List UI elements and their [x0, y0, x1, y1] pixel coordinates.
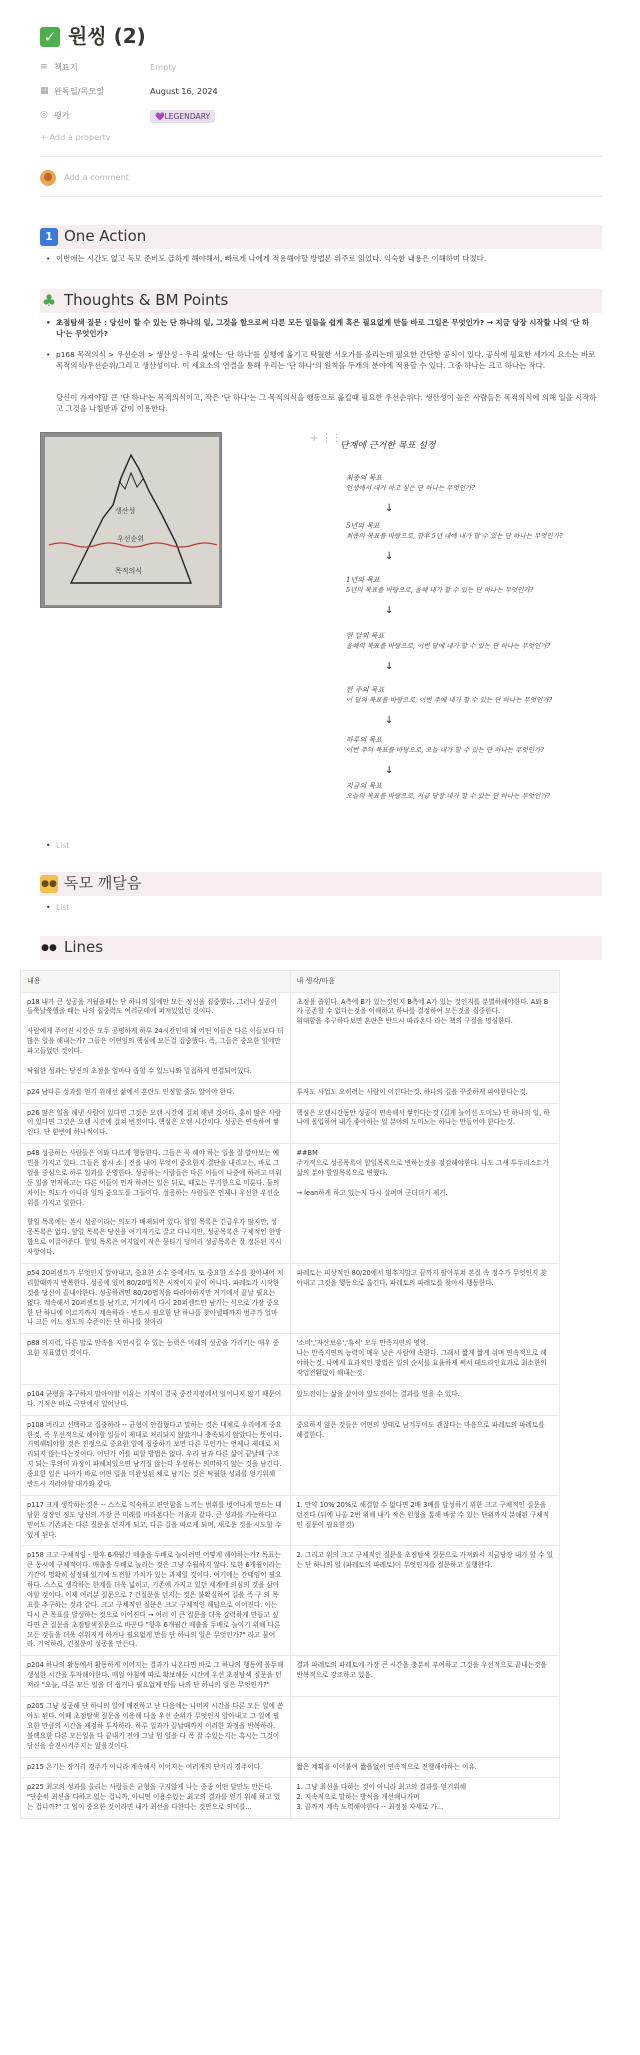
cell-line: 투자도 사업도 오히려는 사람이 이긴다는것. 하나의 길을 꾸준하게 파야한다는것. — [296, 1087, 528, 1096]
handwriting-step: 지금의 목표 오늘의 목표를 바탕으로, 지금 당장 내가 할 수 있는 단 하나는 무엇인가? — [346, 782, 551, 800]
table-row — [21, 1778, 560, 1819]
cell-thought[interactable] — [290, 1697, 560, 1757]
heading-text: One Action — [64, 227, 147, 246]
heading-lines — [40, 936, 602, 960]
add-comment-input[interactable]: Add a comment — [64, 172, 129, 183]
table-row — [21, 1495, 560, 1546]
mountain-label: 생산성 — [115, 507, 136, 515]
table-header: 내용 — [21, 971, 291, 993]
cell-content[interactable] — [21, 1778, 291, 1819]
add-property-button[interactable]: + Add a property — [40, 132, 111, 142]
iceberg-mountain-image — [40, 432, 222, 608]
cell-thought[interactable] — [290, 1495, 560, 1546]
cell-thought[interactable] — [290, 992, 560, 1082]
cell-content[interactable] — [21, 1103, 291, 1144]
check-mark-icon: ✓ — [40, 27, 60, 47]
cell-line: p88 의지력, 다른 말로 만족을 지연시킬 수 있는 능력은 미래의 성공을 가리키는 매우 중요한 지표였던 것이다. — [27, 1339, 280, 1358]
table-row — [21, 1546, 560, 1656]
cell-thought[interactable] — [290, 1263, 560, 1333]
property-row-rating[interactable] — [40, 106, 215, 126]
cell-line: 초점을 좁힌다. A측에 B가 있는것인지 B측에 A가 있는 것인지를 분별하해야한다. A와 B가 공존할 수 없다는것을 이해하고 하나를 결정하여 모든것을 집중한다. — [296, 997, 549, 1016]
people-icon: ●● — [40, 875, 58, 893]
table-row — [21, 1384, 560, 1415]
cell-line — [27, 1057, 284, 1067]
cell-line — [297, 1179, 554, 1189]
table-row — [21, 1656, 560, 1697]
cell-line: '소비','자산보유','휴식' 모두 만족지연의 영역. — [296, 1339, 429, 1348]
cell-content[interactable] — [21, 1415, 291, 1495]
cell-thought[interactable] — [290, 1144, 560, 1264]
arrow-down-icon: ↓ — [385, 551, 394, 562]
property-name: 완독일/목모일 — [54, 86, 105, 97]
cell-line: p158 크고 구체적임 - 향후 6개월간 매출을 두배로 늘이려면 어떻게 해야하는가? 목표는 큰 동시에 구체적이다. 매출을 두배로 늘리는 것은 그냥 수월하지 않다. 또한 6개월이라는 기간이 명확히 설정돼 있기에 도전할 가치가 있는 과제일 것이다. 여기에는 간태임이 필요하다. 스스로 생각하는 한계를 더욱 넓히고, 기존에 가지고 있던 세계에 의심의 것을 삼아야할 것이다. 이제 여러분 질문으로 ? 건질문을 던지는 것은 불확실하여 길을 즉 구 의 목표를 추구하는 것과 같다. 크고 구체적인 질문은 크고 구체적인 해답으로 이어진다. 이는 다시 큰 목표를 달성하는 것으로 이어진다 → 여러 이 큰 질문을 더욱 강력하게 만들고 싶다면 큰 질문을 초점탐색질문으로 바꾼다 "향후 6개월간 매출을 두배로 늘이기 위해 다른 모든 것들을 더욱 쉬워지게 하거나 필요없게 만들 단 하나의 일은 무엇인가?" 라고 물어라. 기억하라, 건질문이 성공을 만든다. — [27, 1551, 282, 1649]
cell-content[interactable] — [21, 992, 291, 1082]
cell-content[interactable] — [21, 1144, 291, 1264]
lines-table — [20, 970, 560, 1819]
cell-line: 파레토는 피상적인 80/20에서 멈추지말고 끝까지 팔아부쳐 본질 속 정수가 무엇인지 찾아내고 그것을 행동으로 옮긴다. 파레토의 파레토를 찾아서 행동한다. — [296, 1268, 547, 1287]
number-one-icon: 1 — [40, 228, 58, 246]
cell-content[interactable] — [21, 1384, 291, 1415]
cell-thought[interactable] — [290, 1082, 560, 1103]
table-row — [21, 1103, 560, 1144]
property-value[interactable]: August 16, 2024 — [150, 86, 218, 97]
cell-line: p26 많은 일을 해낸 사람이 있다면 그것은 오랜 시간에 걸쳐 해낸 것이다. 훗히 많은 사람이 있다면 그것은 오랜 시간에 걸쳐 번것이다. 핵심은 오랜 시간이다. 성공은 연속하여 쌓인다. 단 한번에 하나씩이다. — [27, 1108, 282, 1137]
heading-text: Thoughts & BM Points — [64, 291, 229, 310]
table-header: 내 생각/마음 — [290, 971, 560, 993]
cell-line: p117 크게 생각하는것은 -- 스스로 익숙하고 편안함을 느끼는 범위를 벗어나게 만드는 대담한 성장인 정도 당신의 가장 큰 미래를 바라본다는 거울과 같다. 큰 성과를 가능하다고 믿어도 기존과는 다른 질문을 던지게 되고, 다른 길을 따르게 되며, 새로운 것을 시도할 수 있게 된다. — [27, 1500, 282, 1539]
table-row — [21, 1415, 560, 1495]
heading-thoughts — [40, 289, 602, 313]
cell-line: 3. 끝까지 계속 노력해야한다 -- 최정점 자세로 가... — [296, 1803, 444, 1812]
table-row — [21, 1697, 560, 1757]
cell-line: 사람에게 주어진 시간은 모두 공평하게 하루 24시간인데 왜 어떤 이들은 다른 이들보다 더 많은 일을 해내는가? 그들은 어떤일의 핵심에 모든걸 집중했다. 즉, 그들은 중요한 일에만 파고들었던 것이다. — [27, 1027, 284, 1055]
cell-content[interactable] — [21, 1082, 291, 1103]
arrow-down-icon: ↓ — [385, 765, 394, 776]
cell-line: p54 20퍼센트가 무엇인지 알아내고, 중요한 소수 중에서도 또 중요한 소수를 찾아내어 처리할때까지 반복한다. 성공에 있어 80/20법칙은 시작이지 끝이 아니다. 파레토가 시작한 것을 당신이 끝내야한다. 성공하려면 80/20법칙을 따라야하지만 거기에서 끝날 필요는 없다. 계속해서 20퍼센트를 남기고, 거기에서 다시 20퍼센트만 남기는 식으로 가장 중요한 단 하나에 이르기까지 계속하라 - 반드시 필요한 단 하나를 찾아낼때까지 범주가 얼마나 크든 어느 정도의 수준이든 단 하나를 찾아라 — [27, 1268, 284, 1327]
table-row — [21, 992, 560, 1082]
cell-line — [27, 1017, 284, 1027]
mountain-label: 우선순위 — [117, 535, 145, 543]
cell-line: p215 온기는 장거리 경주가 아니라 계속해서 이어지는 여러개의 단거리 경주이다. — [27, 1762, 263, 1771]
cell-line: 1. 그냥 최선을 다하는 것이 아니라 최고의 결과를 얻기위해 — [296, 1783, 467, 1792]
cell-line: 앞도전이는 삶을 살아야 앞도전이는 결과를 얻을 수 있다. — [296, 1389, 460, 1398]
heading-text: Lines — [64, 938, 104, 957]
cell-thought[interactable] — [290, 1384, 560, 1415]
heading-text: 독모 깨달음 — [64, 874, 142, 893]
cell-line: p204 하나의 활동에서 활동하게 이어지는 결과가 나온다면 바로 그 하나의 행동에 몰두해 생성한 시간을 투자해야한다. 매일 아침에 따로 확보해둔 시간에 우선 초점탐색 질문을 던져라 "오늘, 다른 모든 일을 더 쉽거나 필요없게 만들 나의 단 하나의 일은 무엇인가?" — [27, 1661, 284, 1690]
table-row — [21, 1144, 560, 1264]
cell-line: p18 내가 큰 성공을 거뒀을때는 단 하나의 일에만 모든 정신을 집중했다. 그러나 성공이 들쭉날쭉했을 때는 나의 집중력도 여러군데에 퍼져있었던 것이다. — [27, 997, 278, 1016]
goal-setting-handwritten-image — [330, 430, 610, 810]
handwriting-step: 5년의 목표 최종의 목표를 바탕으로, 향후 5년 내에 내가 할 수 있는 단 하나는 무엇인가? — [346, 522, 563, 540]
page-title-block — [40, 22, 146, 51]
property-row-date[interactable] — [40, 82, 218, 102]
cell-line — [27, 1209, 284, 1219]
calendar-icon: ▦ — [40, 86, 49, 97]
avatar — [40, 170, 56, 186]
cell-line: 할일 목록에는 본시 성공이라는 의도가 배제되어 있다. 할일 목록은 긴급우가 많지만, 성공목록은 없다. 할일 목록은 당신을 여기저기로 끌고 다니지만, 성공목록은 구체적인 한방향으로 이끌어준다. 할일 목록은 여지없이 작은 뭉티기 덩어리 성공목록은 잘 정돈된 지시사항이다. — [27, 1218, 282, 1257]
arrow-down-icon: ↓ — [385, 503, 394, 514]
mountain-label: 목적의식 — [115, 567, 143, 575]
drag-handle-icon[interactable]: + ⋮⋮ — [310, 433, 342, 444]
cell-thought[interactable] — [290, 1334, 560, 1385]
cell-line: 2. 그리고 위의 크고 구체적인 질문을 초점탐색 질문으로 가져와서 지금당장 내가 할 수 있는 단 하나의 일 (파레토의 파레토)이 무엇인지를 질문하고 실행한다. — [296, 1551, 553, 1570]
page-title[interactable]: 원씽 (2) — [68, 24, 146, 48]
table-row — [21, 1334, 560, 1385]
arrow-down-icon: ↓ — [385, 715, 394, 726]
divider — [40, 196, 602, 197]
comment-row[interactable] — [40, 170, 129, 186]
property-name: 평가 — [54, 110, 70, 121]
cell-thought[interactable] — [290, 1546, 560, 1656]
handwriting-title: 단계에 근거한 목표 설정 — [340, 441, 436, 451]
table-row — [21, 1757, 560, 1778]
cell-line: p48 성공하는 사람들은 이와 다르게 행동한다. 그들은 꼭 해야 하는 일을 잘 알아보는 예민을 가지고 있다. 그들은 잠시 소 | 진을 내어 무엇이 중요한지 결단을 내리고는, 바로 그일을 중심으로 하루 일과를 운영한다. 성공하는 사람들은 다른 이들이 나중에 하려고 미뤄둔 일을 먼저하고는 다른 이들이 먼저 하려는 일은 뒤로, 때로는 무기한으로 미룬다. 둘의 차이는 의도가 아니라 일의 중요도를 그들이다. 성공하는 사람들은 언제나 우선한 우선순위를 가지고 일한다. — [27, 1149, 282, 1207]
cell-line: 핵심은 오랜시간동안 성공이 연속해서 쌓인다는것 (길게 늘어선 도미노) 단 하나의 일, 하나에 몰입하여 내가 좋아하는 일 분야의 도미노는 하나는 만들어야 한다는것. — [296, 1108, 550, 1127]
cell-line: p205 그냥 성공해 단 하나의 일에 매진하고 난 다음에는 나머지 시간을 다른 모든 일에 쏟아도 된다. 이때 초점탐색 질문을 이용해 다음 우선 순위가 무엇인지 알아내고 그 일에 필요한 만큼의 시간을 재검하 투자하라. 하루 일과가 끝날때까지 이러한 과정을 반복하라. 블랙요한 다른 모든일을 다 끝내기 전에 그날 뭔 일을 다 폭 잘 수있는지는 혹시는 그것이 당신을 승진시켜주지는 않을것이다. — [27, 1702, 284, 1750]
heading-dokmo — [40, 872, 602, 896]
cell-line: → lean하게 하고 있는지 다시 살펴며 군더더기 제거. — [296, 1188, 448, 1197]
paragraph: 당신이 가져야할 큰 '단 하나'는 목적의식이고, 작은 '단 하나'는 그 목적의식을 행동으로 옮길때 필요한 우선순위다. 생산성이 높은 사람들은 목적의식에 의해 일을 시작하고 그것을 나침반과 같이 이용한다. — [56, 393, 597, 413]
cell-content[interactable] — [21, 1334, 291, 1385]
cell-content[interactable] — [21, 1546, 291, 1656]
cell-content[interactable] — [21, 1495, 291, 1546]
cell-thought[interactable] — [290, 1103, 560, 1144]
handwriting-step: 하루의 목표 이번 주의 목표를 바탕으로, 오늘 내가 할 수 있는 단 하나는 무엇인가? — [346, 736, 544, 754]
eyes-icon: ●● — [41, 943, 57, 953]
cell-thought[interactable] — [290, 1778, 560, 1819]
cell-thought[interactable] — [290, 1757, 560, 1778]
status-icon: ◎ — [40, 110, 48, 121]
handwriting-step: 최종의 목표 인생에서 내가 하고 싶은 단 하나는 무엇인가? — [346, 474, 475, 492]
list-placeholder[interactable]: • List — [44, 902, 69, 913]
cell-line: p24 남다른 성과를 얻기 위해선 삶에서 혼란도 인정할 줄도 알아야 한다. — [27, 1087, 235, 1096]
handwriting-step: 한 주의 목표 이 달의 목표를 바탕으로, 이번 주에 내가 할 수 있는 단 하나는 무엇인가? — [346, 686, 553, 704]
property-value[interactable]: Empty — [150, 62, 177, 73]
cell-line: p225 최고의 성과를 올리는 사람들은 균형을 구지않게 나는 종종 어떤 달만도 만든다. "단순히 최선을 다하고 있는 겁니까, 아니면 이용수있는 최고의 결과를 얻기 위해 하고 있는 겁니까?" 그 일이 중요한 것이라면 내가 최선을 다한다는 것만으로 의미를... — [27, 1783, 281, 1812]
cell-line — [297, 1702, 554, 1712]
cell-line: 위대함을 추구하다보면 혼란은 반드시 따라온다 라는 책의 구절을 명심한다. — [296, 1017, 513, 1026]
text-icon: ≡ — [40, 62, 48, 73]
table-row — [21, 1263, 560, 1333]
list-item: • 초점탐색 질문 : 당신이 할 수 있는 단 하나의 일, 그것을 함으로써 다른 모든 일들을 쉽게 혹은 필요없게 만들 바로 그일은 무엇인가? → 지금 당장 시작할 나의 '단 하나'는 무엇인가? — [44, 318, 600, 339]
cell-line: 결과 파레토의 파레토에 가장 큰 시간을 충분히 부여하고 그것을 우선적으로 끝내는것을 반복적으로 강조하고 있음. — [296, 1661, 547, 1680]
cell-line: 중요하지 않은 것들은 어떤의 상태로 남겨두어도 괜찮다는 마음으로 파레토의 파레토를 해결한다. — [296, 1420, 545, 1439]
handwriting-step: 한 달의 목표 올해의 목표를 바탕으로, 이번 달에 내가 할 수 있는 단 하나는 무엇인가? — [346, 632, 551, 650]
cell-line: 2. 지속적으로 말하는 방식을 개선해나가며 — [296, 1793, 420, 1802]
table-row — [21, 1082, 560, 1103]
table-header-row — [21, 971, 560, 993]
arrow-down-icon: ↓ — [385, 605, 394, 616]
divider — [40, 156, 602, 157]
property-row-cover[interactable] — [40, 58, 176, 78]
cell-thought[interactable] — [290, 1415, 560, 1495]
cell-line: ##BM — [296, 1149, 318, 1158]
cell-line: 주기적으로 성공목록이 할일목록으로 변하는것을 점검해야한다. 나도 그새 투두리스트가 삶의 분야 할일목록으로 변했다. — [296, 1159, 549, 1177]
clover-icon: ♣ — [41, 291, 57, 310]
cell-line: p108 버리고 선택하고 집중하라 -- 균형이 안잡혔다고 말하는 것은 대체로 우리에게 중요한것, 즉 우선적으로 해야할 일들이 제대로 처리되지 않았거나 충족되지 않았다는 뜻이다. 기억해둬야할 것은 진정으로 중요한 일에 집중하기 보면 다른 무언가는 언제나 제대로 처리되지 않는다는것이다. 어딘가 이를 피할 방법은 없다. 우리 남과 다른 삶이 끝날때 구조지 되는 무의미 과정이 파헤쳐있으면 남기질 않는다 우선하는 의미하지 않는 것을 남긴다. 중요한 일은 나아가 바로 어떤 일을 미완성된 채로 남기는 것은 탁월한 성과를 얻기위해 반드시 지러야할 대가와 같다. — [27, 1420, 282, 1489]
cell-content[interactable] — [21, 1656, 291, 1697]
heading-one-action — [40, 225, 602, 249]
legendary-tag[interactable]: 💜LEGENDARY — [150, 110, 215, 123]
property-name: 책표지 — [54, 62, 78, 73]
cell-line: 1. 만약 10% 20%로 해결할 수 없다면 2배 3배를 달성하기 위한 크고 구체적인 질문을 던진다 (뒤에 나올 2번 위해 내가 작은 원형을 통해 바꿀 수 있는 단위까지 분해된 구체적인 질문이 필요한것) — [296, 1500, 550, 1529]
list-item: • 이번에는 시간도 없고 독모 준비도 급하게 해야해서, 빠르게 나에게 적용해야할 방법론 위주로 읽었다. 익숙한 내용은 이해하며 다졌다. — [44, 254, 600, 265]
list-item: • p168 목적의식 > 우선순위 > 생산성 - 우리 삶에는 '단 하나'를 실행에 옮기고 탁월한 서오가를 올리는데 필요한 간단한 공식이 있다. 공식에 필요한 세가지 요소는 바로 목적의식/우선순위/그리고 생산성이다. 이 세요소의 연결을 통해 우리는 '단 하나'의 원칙을 두개의 분야에 적용할 수 있다. 그중 하나는 크고 하나는 작다. — [44, 350, 600, 371]
arrow-down-icon: ↓ — [385, 661, 394, 672]
cell-line: p104 균형을 추구하지 말아야할 이유는 기적이 결국 중간지점에서 일어나지 않기 때문이다. 기적은 바로 극단에서 일어난다. — [27, 1389, 282, 1408]
cell-content[interactable] — [21, 1757, 291, 1778]
cell-line: 탁월한 성과는 당신의 초점을 얼마나 좁힐 수 있느냐와 밀접하게 연결되어있다. — [27, 1066, 252, 1075]
cell-content[interactable] — [21, 1263, 291, 1333]
handwriting-step: 1년의 목표 5년의 목표를 바탕으로, 올해 내가 할 수 있는 단 하나는 무엇인가? — [346, 576, 534, 594]
cell-line: 나는 만족지연의 능력이 매우 낮은 사람에 속한다. 그래서 짧게 짧게 쉬며 연속적으로 해야하는것. 나에게 효과적인 방법은 일의 순서를 효율하게 써서 데드라인효과로 최소한의 작업전환없이 해내는것. — [296, 1349, 547, 1377]
list-placeholder[interactable]: • List — [44, 840, 69, 851]
cell-thought[interactable] — [290, 1656, 560, 1697]
cell-line: 짧은 계획을 이어붙여 짧을없이 연속적으로 진행해야하는 이유. — [296, 1762, 477, 1771]
cell-content[interactable] — [21, 1697, 291, 1757]
